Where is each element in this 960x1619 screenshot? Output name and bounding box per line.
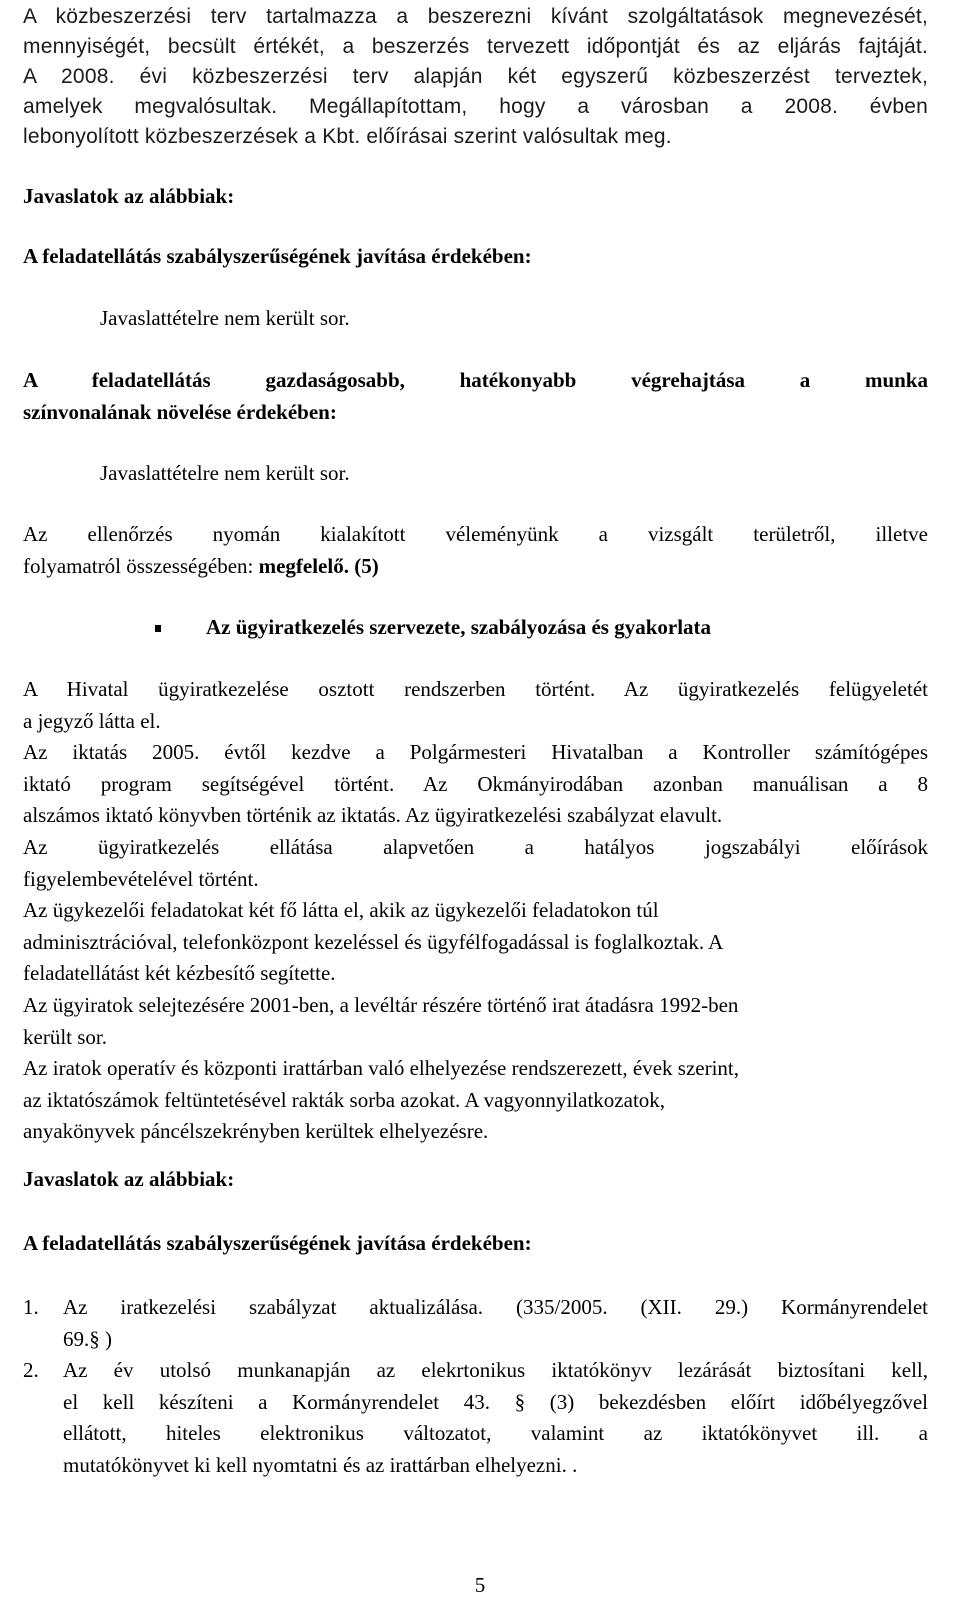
intro-paragraph <box>23 2 928 152</box>
paragraph-line: anyakönyvek páncélszekrényben kerültek elhelyezésre. <box>23 1119 489 1144</box>
recommendations-heading: Javaslatok az alábbiak: <box>23 184 235 208</box>
regularity-subheading: A feladatellátás szabályszerűségének javítása érdekében: <box>23 1231 532 1255</box>
list-item-line: Az iratkezelési szabályzat aktualizálása. (335/2005. (XII. 29.) Kormányrendelet <box>63 1295 928 1319</box>
efficiency-subheading-line: A feladatellátás gazdaságosabb, hatékonyabb végrehajtása a munka <box>23 368 928 392</box>
recommendations-heading: Javaslatok az alábbiak: <box>23 1167 235 1191</box>
section-title <box>23 612 928 644</box>
conclusion-score: (5) <box>348 553 379 578</box>
intro-line: mennyiségét, becsült értékét, a beszerzés tervezett időpontját és az eljárás fajtáját. <box>23 35 928 58</box>
no-recommendation-text: Javaslattételre nem került sor. <box>100 461 350 485</box>
paragraph-line: Az ügyiratok selejtezésére 2001-ben, a levéltár részére történő irat átadásra 1992-ben <box>23 992 739 1017</box>
no-recommendation-text: Javaslattételre nem került sor. <box>100 306 350 330</box>
conclusion-line <box>23 551 928 583</box>
conclusion-line: Az ellenőrzés nyomán kialakított véleményünk a vizsgált területről, illetve <box>23 522 928 546</box>
paragraph-line: iktató program segítségével történt. Az Okmányirodában azonban manuálisan a 8 <box>23 771 928 796</box>
conclusion-prefix: folyamatról összességében: <box>23 553 259 578</box>
page-number: 5 <box>474 1573 486 1597</box>
intro-line: lebonyolított közbeszerzések a Kbt. előírásai szerint valósultak meg. <box>23 125 672 148</box>
list-number: 2. <box>23 1358 39 1383</box>
list-item <box>23 1355 928 1481</box>
square-bullet-icon <box>155 625 161 632</box>
list-number: 1. <box>23 1295 39 1319</box>
regularity-subheading: A feladatellátás szabályszerűségének javítása érdekében: <box>23 244 532 268</box>
list-item-line: 69.§ ) <box>63 1326 112 1351</box>
paragraph-line: alszámos iktató könyvben történik az iktatás. Az ügyiratkezelési szabályzat elavult. <box>23 803 723 828</box>
paragraph-line: a jegyző látta el. <box>23 708 161 733</box>
recommendation-list <box>23 1292 928 1482</box>
intro-line: A közbeszerzési terv tartalmazza a beszerezni kívánt szolgáltatások megnevezését, <box>23 5 928 28</box>
section-title-text: Az ügyiratkezelés szervezete, szabályozása és gyakorlata <box>206 615 712 639</box>
paragraph-line: Az ügykezelői feladatokat két fő látta el, akik az ügykezelői feladatokon túl <box>23 898 659 923</box>
list-item-line: ellátott, hiteles elektronikus változatot, valamint az iktatókönyvet ill. a <box>63 1421 928 1446</box>
paragraph-line: adminisztrációval, telefonközpont kezeléssel és ügyfélfogadással is foglalkoztak. A <box>23 929 724 954</box>
paragraph-line: figyelembevételével történt. <box>23 866 259 891</box>
intro-line: amelyek megvalósultak. Megállapítottam, hogy a városban a 2008. évben <box>23 95 928 118</box>
records-management-paragraphs <box>23 674 928 1148</box>
paragraph-line: az iktatószámok feltüntetésével rakták sorba azokat. A vagyonnyilatkozatok, <box>23 1087 666 1112</box>
paragraph-line: Az ügyiratkezelés ellátása alapvetően a hatályos jogszabályi előírások <box>23 834 928 859</box>
paragraph-line: Az iktatás 2005. évtől kezdve a Polgármesteri Hivatalban a Kontroller számítógépes <box>23 740 928 765</box>
paragraph-line: Az iratok operatív és központi irattárban való elhelyezése rendszerezett, évek szerint, <box>23 1056 739 1081</box>
conclusion-paragraph <box>23 519 928 582</box>
intro-line: A 2008. évi közbeszerzési terv alapján két egyszerű közbeszerzést terveztek, <box>23 65 928 88</box>
efficiency-subheading-line: színvonalának növelése érdekében: <box>23 399 337 424</box>
list-item <box>23 1292 928 1355</box>
list-item-line: el kell készíteni a Kormányrendelet 43. § (3) bekezdésben előírt időbélyegzővel <box>63 1389 928 1414</box>
efficiency-subheading <box>23 365 928 428</box>
paragraph-line: feladatellátást két kézbesítő segítette. <box>23 961 336 986</box>
conclusion-rating: megfelelő. <box>258 553 349 578</box>
paragraph-line: került sor. <box>23 1024 107 1049</box>
list-item-line: Az év utolsó munkanapján az elekrtonikus iktatókönyv lezárását biztosítani kell, <box>63 1358 928 1383</box>
paragraph-line: A Hivatal ügyiratkezelése osztott rendszerben történt. Az ügyiratkezelés felügyeletét <box>23 677 928 701</box>
list-item-line: mutatókönyvet ki kell nyomtatni és az irattárban elhelyezni. . <box>63 1452 578 1477</box>
